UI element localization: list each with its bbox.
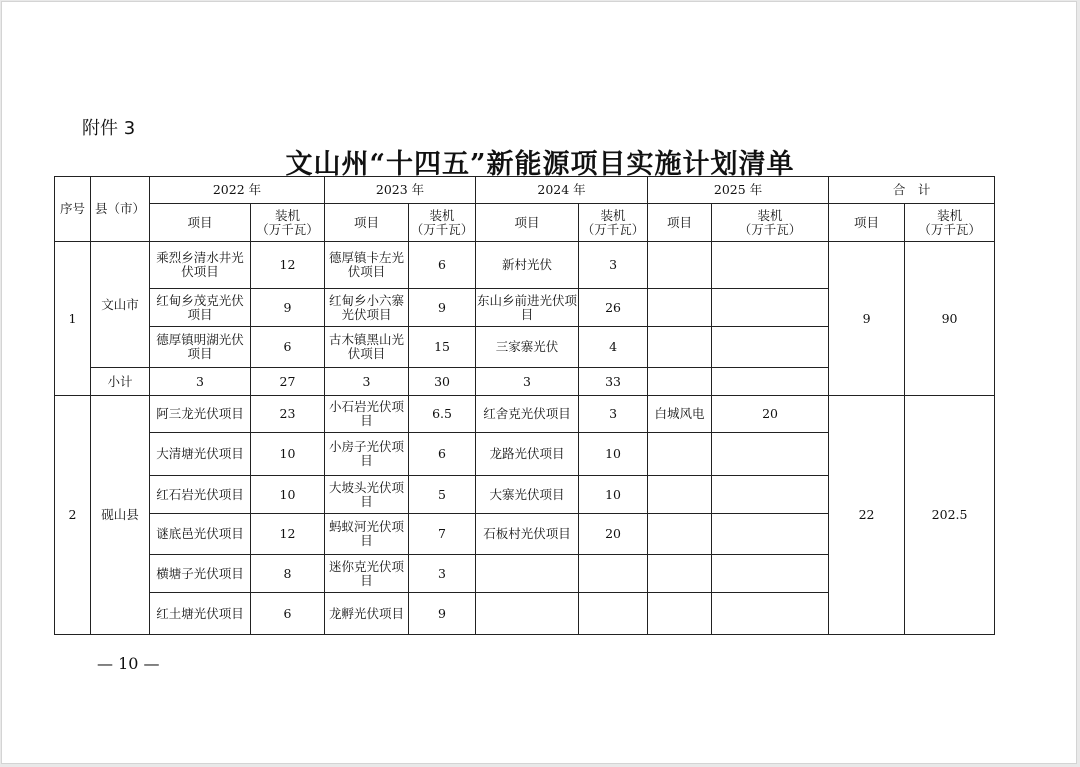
row-seq: 1 <box>55 242 91 396</box>
cell: 红舍克光伏项目 <box>476 396 579 433</box>
cell: 大清塘光伏项目 <box>150 433 251 476</box>
cell: 3 <box>150 368 251 396</box>
cell: 12 <box>251 242 325 289</box>
header-year-2023: 2023 年 <box>325 177 476 204</box>
cell <box>712 368 829 396</box>
cell: 迷你克光伏项目 <box>325 555 409 593</box>
cell <box>712 514 829 555</box>
header-year-2022: 2022 年 <box>150 177 325 204</box>
header-year-2024: 2024 年 <box>476 177 648 204</box>
cell: 10 <box>251 476 325 514</box>
cell <box>648 555 712 593</box>
cell: 30 <box>409 368 476 396</box>
header-capacity: 装机 （万千瓦） <box>251 204 325 242</box>
total-capacity: 90 <box>905 242 995 396</box>
attachment-label: 附件 3 <box>82 118 136 139</box>
cell: 大寨光伏项目 <box>476 476 579 514</box>
cell <box>648 289 712 327</box>
total-projects: 22 <box>829 396 905 635</box>
cell: 龙路光伏项目 <box>476 433 579 476</box>
cell: 33 <box>579 368 648 396</box>
table-row <box>55 242 995 289</box>
cell: 红土塘光伏项目 <box>150 593 251 635</box>
header-capacity: 装机 （万千瓦） <box>579 204 648 242</box>
cell: 东山乡前进光伏项目 <box>476 289 579 327</box>
header-total: 合 计 <box>829 177 995 204</box>
cell: 6.5 <box>409 396 476 433</box>
cell: 3 <box>579 242 648 289</box>
cell: 谜底邑光伏项目 <box>150 514 251 555</box>
cell <box>712 327 829 368</box>
cell: 红甸乡小六寨光伏项目 <box>325 289 409 327</box>
plan-table <box>54 176 995 635</box>
cell: 3 <box>579 396 648 433</box>
cell: 白城风电 <box>648 396 712 433</box>
cell: 10 <box>579 433 648 476</box>
cell: 26 <box>579 289 648 327</box>
cell: 阿三龙光伏项目 <box>150 396 251 433</box>
cell: 20 <box>579 514 648 555</box>
cell <box>648 433 712 476</box>
cell: 9 <box>409 289 476 327</box>
cell: 大坡头光伏项目 <box>325 476 409 514</box>
total-capacity: 202.5 <box>905 396 995 635</box>
header-project: 项目 <box>648 204 712 242</box>
document-page <box>1 1 1077 764</box>
cell: 蚂蚁河光伏项目 <box>325 514 409 555</box>
cell: 9 <box>251 289 325 327</box>
cell: 20 <box>712 396 829 433</box>
cell: 6 <box>409 242 476 289</box>
header-capacity: 装机 （万千瓦） <box>712 204 829 242</box>
cell: 德厚镇明湖光伏项目 <box>150 327 251 368</box>
subtotal-label: 小计 <box>91 368 150 396</box>
total-projects: 9 <box>829 242 905 396</box>
cell: 8 <box>251 555 325 593</box>
row-county: 文山市 <box>91 242 150 368</box>
cell: 27 <box>251 368 325 396</box>
cell: 3 <box>325 368 409 396</box>
row-county: 砚山县 <box>91 396 150 635</box>
cell <box>579 593 648 635</box>
cell: 三家寨光伏 <box>476 327 579 368</box>
cell: 古木镇黑山光伏项目 <box>325 327 409 368</box>
cell <box>648 368 712 396</box>
cell <box>648 327 712 368</box>
cell <box>712 593 829 635</box>
cell: 5 <box>409 476 476 514</box>
cell: 10 <box>579 476 648 514</box>
cell: 9 <box>409 593 476 635</box>
cell: 乘烈乡清水井光伏项目 <box>150 242 251 289</box>
cell <box>712 242 829 289</box>
cell: 7 <box>409 514 476 555</box>
cell: 龙孵光伏项目 <box>325 593 409 635</box>
cell <box>712 555 829 593</box>
cell: 德厚镇卡左光伏项目 <box>325 242 409 289</box>
cell: 6 <box>251 593 325 635</box>
cell <box>476 593 579 635</box>
cell <box>712 289 829 327</box>
header-row-years <box>55 177 995 204</box>
cell: 横塘子光伏项目 <box>150 555 251 593</box>
cell: 6 <box>409 433 476 476</box>
cell: 10 <box>251 433 325 476</box>
header-project: 项目 <box>476 204 579 242</box>
row-seq: 2 <box>55 396 91 635</box>
cell: 新村光伏 <box>476 242 579 289</box>
cell <box>476 555 579 593</box>
cell <box>648 242 712 289</box>
header-row-columns <box>55 204 995 242</box>
header-capacity: 装机 （万千瓦） <box>905 204 995 242</box>
cell <box>712 433 829 476</box>
cell: 6 <box>251 327 325 368</box>
cell: 石板村光伏项目 <box>476 514 579 555</box>
cell: 红石岩光伏项目 <box>150 476 251 514</box>
cell: 3 <box>409 555 476 593</box>
header-project: 项目 <box>150 204 251 242</box>
header-capacity: 装机 （万千瓦） <box>409 204 476 242</box>
header-year-2025: 2025 年 <box>648 177 829 204</box>
cell: 23 <box>251 396 325 433</box>
cell: 12 <box>251 514 325 555</box>
cell: 小房子光伏项目 <box>325 433 409 476</box>
cell: 小石岩光伏项目 <box>325 396 409 433</box>
cell <box>579 555 648 593</box>
cell: 红甸乡茂克光伏项目 <box>150 289 251 327</box>
cell: 3 <box>476 368 579 396</box>
header-project: 项目 <box>325 204 409 242</box>
document-title: 文山州“十四五”新能源项目实施计划清单 <box>285 149 795 180</box>
header-seq: 序号 <box>55 177 91 242</box>
cell <box>648 476 712 514</box>
cell: 15 <box>409 327 476 368</box>
cell: 4 <box>579 327 648 368</box>
table-row <box>55 396 995 433</box>
cell <box>712 476 829 514</box>
cell <box>648 514 712 555</box>
header-project: 项目 <box>829 204 905 242</box>
page-number: — 10 — <box>97 654 160 673</box>
cell <box>648 593 712 635</box>
header-county: 县（市） <box>91 177 150 242</box>
